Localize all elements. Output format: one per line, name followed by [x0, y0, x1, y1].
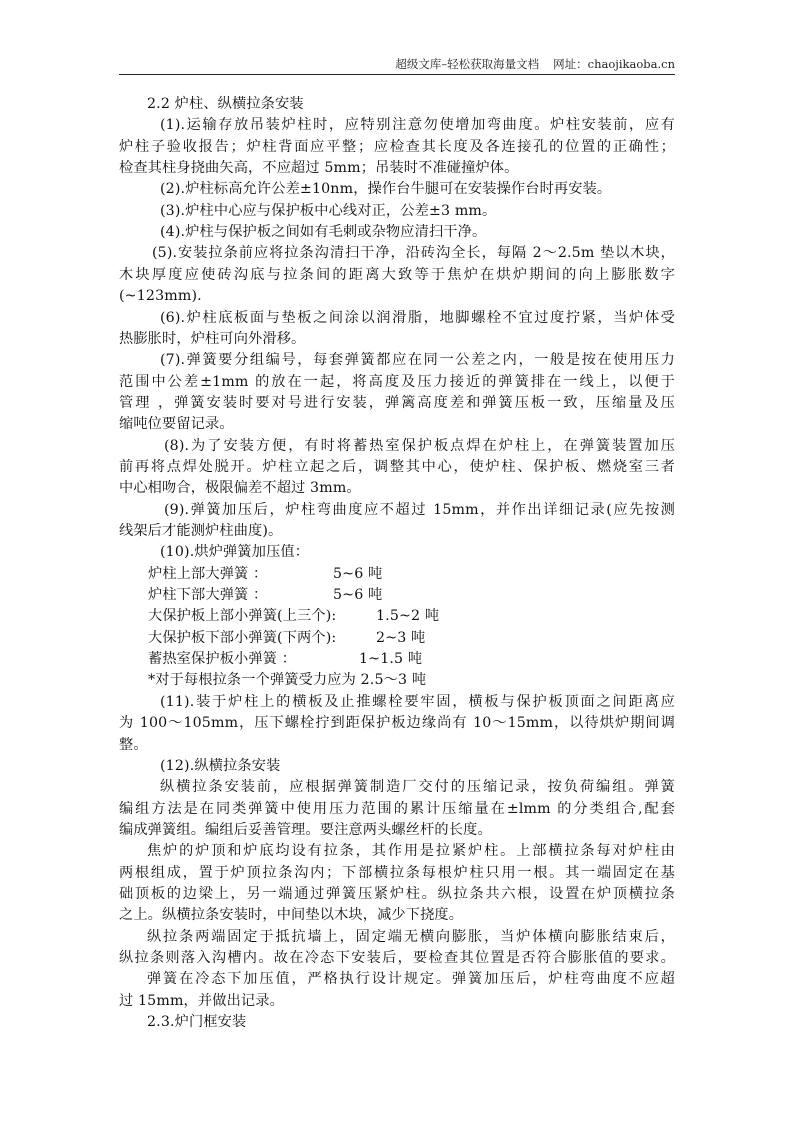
text-line: 检查其柱身挠曲矢高，不应超过 5mm；吊装时不准碰撞炉体。 — [119, 160, 519, 177]
page-header — [119, 56, 675, 75]
spring-value: 5~6 吨 — [333, 587, 383, 604]
text-line: 之上。纵横拉条安装时，中间垫以木块，减少下挠度。 — [119, 907, 464, 924]
text-line: 范围中公差±1mm 的放在一起，将高度及压力接近的弹簧排在一线上，以便于 — [119, 373, 675, 390]
text-line: 弹簧在冷态下加压值，严格执行设计规定。弹簧加压后，炉柱弯曲度不应超 — [147, 971, 675, 988]
spring-label: 蓄热室保护板小弹簧 ： — [148, 651, 297, 668]
text-line: (9).弹簧加压后，炉柱弯曲度应不超过 15mm，并作出详细记录(应先按测 — [164, 501, 675, 518]
text-line: 中心相吻合，极限偏差不超过 3mm。 — [119, 480, 361, 497]
text-line: 木块厚度应使砖沟底与拉条间的距离大致等于焦炉在烘炉期间的向上膨胀数字 — [119, 266, 675, 283]
spring-pressure-row — [148, 606, 704, 627]
text-line: 纵横拉条安装前，应根据弹簧制造厂交付的压缩记录，按负荷编组。弹簧 — [160, 779, 675, 796]
text-line: 础顶板的边梁上，另一端通过弹簧压紧炉柱。纵拉条共六根，设置在炉顶横拉条 — [119, 885, 675, 902]
spring-note: *对于每根拉条一个弹簧受力应为 2.5～3 吨 — [148, 672, 427, 689]
text-line: (3).炉柱中心应与保护板中心线对正，公差±3 mm。 — [160, 202, 497, 219]
spring-label: 大保护板下部小弹簧(下两个): — [148, 629, 337, 646]
text-line: (12).纵横拉条安装 — [160, 757, 281, 774]
text-line: 编组方法是在同类弹簧中使用压力范围的累计压缩量在±lmm 的分类组合,配套 — [119, 800, 675, 817]
spring-label: 炉柱下部大弹簧 ： — [148, 587, 268, 604]
text-line: (~123mm). — [119, 288, 202, 305]
spring-value: 5~6 吨 — [333, 565, 383, 582]
spring-value: 1~1.5 吨 — [359, 651, 423, 668]
site-slogan: 超级文库–轻松获取海量文档 — [395, 57, 540, 71]
text-line: 过 15mm，并做出记录。 — [119, 992, 284, 1009]
text-line: (7).弹簧要分组编号，每套弹簧都应在同一公差之内，一般是按在使用压力 — [160, 352, 675, 369]
text-line: 前再将点焊处脱开。炉柱立起之后，调整其中心，使炉柱、保护板、燃烧室三者 — [119, 458, 675, 475]
spring-value: 1.5~2 吨 — [376, 608, 440, 625]
text-line: 热膨胀时，炉柱可向外滑移。 — [119, 330, 306, 347]
text-line: 线架后才能测炉柱曲度)。 — [119, 523, 283, 539]
spring-value: 2~3 吨 — [376, 629, 426, 646]
spring-label: 大保护板上部小弹簧(上三个): — [148, 608, 337, 625]
text-line: (1).运输存放吊装炉柱时，应特别注意勿使增加弯曲度。炉柱安装前，应有 — [160, 117, 675, 134]
text-line: 编成弹簧组。编组后妥善管理。要注意两头螺丝杆的长度。 — [119, 821, 492, 838]
text-line: 缩吨位要留记录。 — [119, 416, 234, 433]
text-line: 2.2 炉柱、纵横拉条安装 — [147, 96, 304, 112]
text-line: (5).安装拉条前应将拉条沟清扫干净，沿砖沟全长，每隔 2～2.5m 垫以木块， — [152, 245, 675, 262]
spring-pressure-row — [148, 585, 704, 606]
spring-pressure-row — [148, 564, 704, 585]
spring-label: 炉柱上部大弹簧 ： — [148, 565, 268, 582]
text-line: (11).装于炉柱上的横板及止推螺栓要牢固，横板与保护板顶面之间距离应 — [160, 693, 675, 710]
text-line: 两根组成，置于炉顶拉条沟内；下部横拉条每根炉柱只用一根。其一端固定在基 — [119, 864, 675, 881]
text-line: (2).炉柱标高允许公差±10nm，操作台牛腿可在安装操作台时再安装。 — [160, 181, 612, 198]
spring-pressure-row — [148, 649, 704, 670]
site-url: 网址：chaojikaoba.cn — [553, 57, 675, 71]
text-line: 2.3.炉门框安装 — [147, 1014, 247, 1031]
text-line: 纵拉条两端固定于抵抗墙上，固定端无横向膨胀，当炉体横向膨胀结束后， — [147, 928, 675, 945]
text-line: 焦炉的炉顶和炉底均设有拉条，其作用是拉紧炉柱。上部横拉条每对炉柱由 — [147, 843, 675, 860]
text-line: 管理 ，弹簧安装时要对号进行安装，弹篱高度差和弹簧压板一致，压缩量及压 — [119, 394, 675, 411]
text-line: 整。 — [119, 736, 148, 753]
text-line: 纵拉条则落入沟槽内。故在冷态下安装后，要检查其位置是否符合膨胀值的要求。 — [119, 950, 675, 966]
text-line: (6).炉柱底板面与垫板之间涂以润滑脂，地脚螺栓不宜过度拧紧，当炉体受 — [160, 309, 675, 326]
spring-pressure-row — [148, 628, 704, 649]
text-line: (10).烘炉弹簧加压值： — [160, 544, 310, 561]
text-line: 炉柱子验收报告；炉柱背面应平整；应检查其长度及各连接孔的位置的正确性； — [119, 138, 675, 155]
text-line: (8).为了安装方便，有时将蓄热室保护板点焊在炉柱上，在弹簧装置加压 — [164, 437, 675, 454]
text-line: 为 100～105mm，压下螺栓拧到距保护板边缘尚有 10～15mm，以待烘炉期间调 — [119, 715, 675, 732]
text-line: (4).炉柱与保护板之间如有毛刺或杂物应清扫干净。 — [160, 224, 487, 241]
